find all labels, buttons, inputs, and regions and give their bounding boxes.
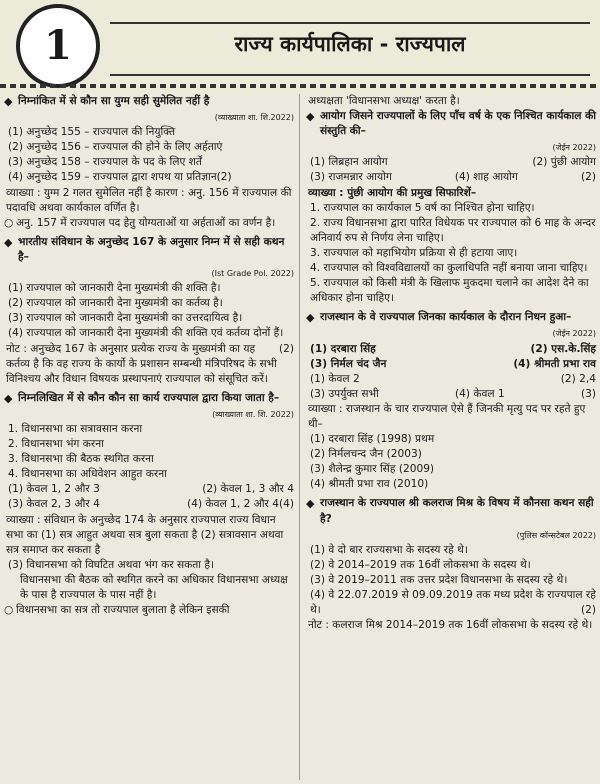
option: (3) राज्यपाल को जानकारी देना मुख्यमंत्री का उत्तरदायित्व है। [8,312,243,325]
answer: (2) [278,342,294,355]
column-divider [299,94,300,780]
list-item: 3. विधानसभा की बैठक स्थगित करना [8,453,154,466]
option-row: (3) राजमन्नार आयोग (4) शाह आयोग (2) [310,171,596,184]
option-row: (3) केवल 2, 3 और 4 (4) केवल 1, 2 और 4(4) [8,498,294,511]
option: (4) वे 22.07.2019 से 09.09.2019 तक मध्य प्रदेश के राज्यपाल रहे थे। (2) [306,588,596,618]
option: (1) अनुच्छेद 155 – राज्यपाल की नियुक्ति [8,126,175,139]
explanation-title: व्याख्या : पुंछी आयोग की प्रमुख सिफारिशें– [308,186,477,199]
list-item: (1) दरबारा सिंह (1998) प्रथम [310,433,435,446]
option-row: (1) लिब्रहान आयोग (2) पुंछी आयोग [310,156,596,169]
list-item: 1. विधानसभा का सत्रावसान करना [8,422,143,435]
option: (1) राज्यपाल को जानकारी देना मुख्यमंत्री की शक्ति है। [8,282,221,295]
option-row: (1) केवल 1, 2 और 3 (2) केवल 1, 3 और 4 [8,483,294,496]
option-row: (3) उपर्युक्त सभी (4) केवल 1 (3) [310,387,596,400]
bullet-note: ○ विधानसभा का सत्र तो राज्यपाल बुलाता है लेकिन इसकी [4,603,294,618]
list-item: (2) निर्मलचन्द जैन (2003) [310,448,422,461]
question-1-source: (व्याख्याता शा. शि.2022) [214,113,294,123]
question-4-source: (जेईन 2022) [552,143,596,153]
explanation: व्याख्या : संविधान के अनुच्छेद 174 के अनुसार राज्यपाल राज्य विधान सभा का (1) सत्र आहुत अथवा सत्र बुला सकता है (2) सत्रावसान अथवा सत्र समाप्त कर सकता है [6,513,284,556]
question-2-source: (Ist Grade Pol. 2022) [211,269,294,279]
list-item: (4) श्रीमती प्रभा राव (2010) [310,478,429,491]
question-1: ◆ निम्नांकित में से कौन सा युग्म सही सुमेलित नहीं है [4,94,294,109]
note: नोट : कलराज मिश्र 2014–2019 तक 16वीं लोकसभा के सदस्य रहे थे। [308,619,593,632]
point: 2. राज्य विधानसभा द्वारा पारित विधेयक पर राज्यपाल को 6 माह के अन्दर अनिवार्य रुप से निर्णय लेना चाहिए। [310,216,596,244]
bullet-note: ○ अनु. 157 में राज्यपाल पद हेतु योग्यताओं या अर्हताओं का वर्णन है। [4,216,294,231]
question-3: ◆ निम्नलिखित में से कौन कौन सा कार्य राज्यपाल द्वारा किया जाता है– [4,391,294,406]
question-4: ◆ आयोग जिसने राज्यपालों के लिए पाँच वर्ष के एक निश्चित कार्यकाल की संस्तुति की– [306,109,596,139]
point: विधानसभा की बैठक को स्थगित करने का अधिकार विधानसभा अध्यक्ष के पास है राज्यपाल के पास नहीं है। [20,573,288,601]
point: 4. राज्यपाल को विश्वविद्यालयों का कुलाधिपति नहीं बनाया जाना चाहिए। [310,262,588,275]
option: (2) वे 2014–2019 तक 16वीं लोकसभा के सदस्य थे। [310,558,531,571]
explanation: व्याख्या : युग्म 2 गलत सुमेलित नहीं है कारण : अनु. 156 में राज्यपाल की पदावधि अथवा कार्यकाल वर्णित है। [6,186,292,214]
question-6: ◆ राजस्थान के राज्यपाल श्री कलराज मिश्र के विषय में कौनसा कथन सही है? [306,496,596,526]
list-item: 2. विधानसभा भंग करना [8,438,104,451]
option: (3) वे 2019–2011 तक उत्तर प्रदेश विधानसभा के सदस्य रहे थे। [310,573,568,586]
header-rule [0,84,600,88]
explanation: व्याख्या : राजस्थान के चार राज्यपाल ऐसे हैं जिनकी मृत्यु पद पर रहते हुए थी– [308,402,586,430]
note: नोट : अनुच्छेद 167 के अनुसार प्रत्येक राज्य के मुख्यमंत्री का यह कर्तव्य है कि वह राज्य के कार्यो के प्रशासन सम्बन्धी मंत्रिपरिषद के सभी विनिश्चय और विधान विषयक प्रस्थापनाएं राज्यपाल को संसूचित करें। [6,342,277,385]
option: (3) अनुच्छेद 158 – राज्यपाल के पद के लिए शर्तें [8,156,202,169]
continued-text: अध्यक्षता 'विधानसभा अध्यक्ष' करता है। [308,95,460,107]
option: (4) राज्यपाल को जानकारी देना मुख्यमंत्री की शक्ति एवं कर्तव्य दोनों हैं। (2) [4,326,294,341]
option-row: (1) केवल 2 (2) 2,4 [310,372,596,385]
list-item: 4. विधानसभा का अधिवेशन आहुत करना [8,468,167,481]
list-item: (3) शैलेन्द्र कुमार सिंह (2009) [310,463,435,476]
question-5-source: (जेईन 2022) [552,329,596,339]
chapter-number: 1 [16,4,100,88]
question-3-source: (व्याख्याता शा. शि. 2022) [212,409,294,419]
option-row: (1) दरबारा सिंह (2) एस.के.सिंह [310,342,596,355]
page-header [0,0,600,92]
question-5: ◆ राजस्थान के वे राज्यपाल जिनका कार्यकाल के दौरान निधन हुआ– [306,310,596,325]
option: (2) राज्यपाल को जानकारी देना मुख्यमंत्री का कर्तव्य है। [8,297,223,310]
option-row: (3) निर्मल चंद जैन (4) श्रीमती प्रभा राव [310,357,596,370]
point: 1. राज्यपाल का कार्यकाल 5 वर्ष का निश्चित होना चाहिए। [310,201,535,214]
question-2: ◆ भारतीय संविधान के अनुच्छेद 167 के अनुसार निम्न में से सही कथन है– [4,235,294,265]
right-column [306,94,596,633]
point: 3. राज्यपाल को महाभियोग प्रक्रिया से ही हटाया जाए। [310,246,518,259]
option: (1) वे दो बार राज्यसभा के सदस्य रहे थे। [310,543,468,556]
question-6-source: (पुलिस कॉन्सटेबल 2022) [516,530,596,540]
point: 5. राज्यपाल को किसी मंत्री के खिलाफ मुकदमा चलाने का आदेश देने का अधिकार होना चाहिए। [310,277,589,305]
left-column [4,94,294,618]
point: (3) विधानसभा को विघटित अथवा भंग कर सकता है। [8,558,215,571]
option: (2) अनुच्छेद 156 – राज्यपाल की होने के लिए अर्हताएं [8,141,223,154]
page-title: राज्य कार्यपालिका - राज्यपाल [234,32,466,56]
answer: (2) [580,604,596,617]
option: (4) अनुच्छेद 159 – राज्यपाल द्वारा शपथ या प्रतिज्ञान(2) [8,171,232,184]
